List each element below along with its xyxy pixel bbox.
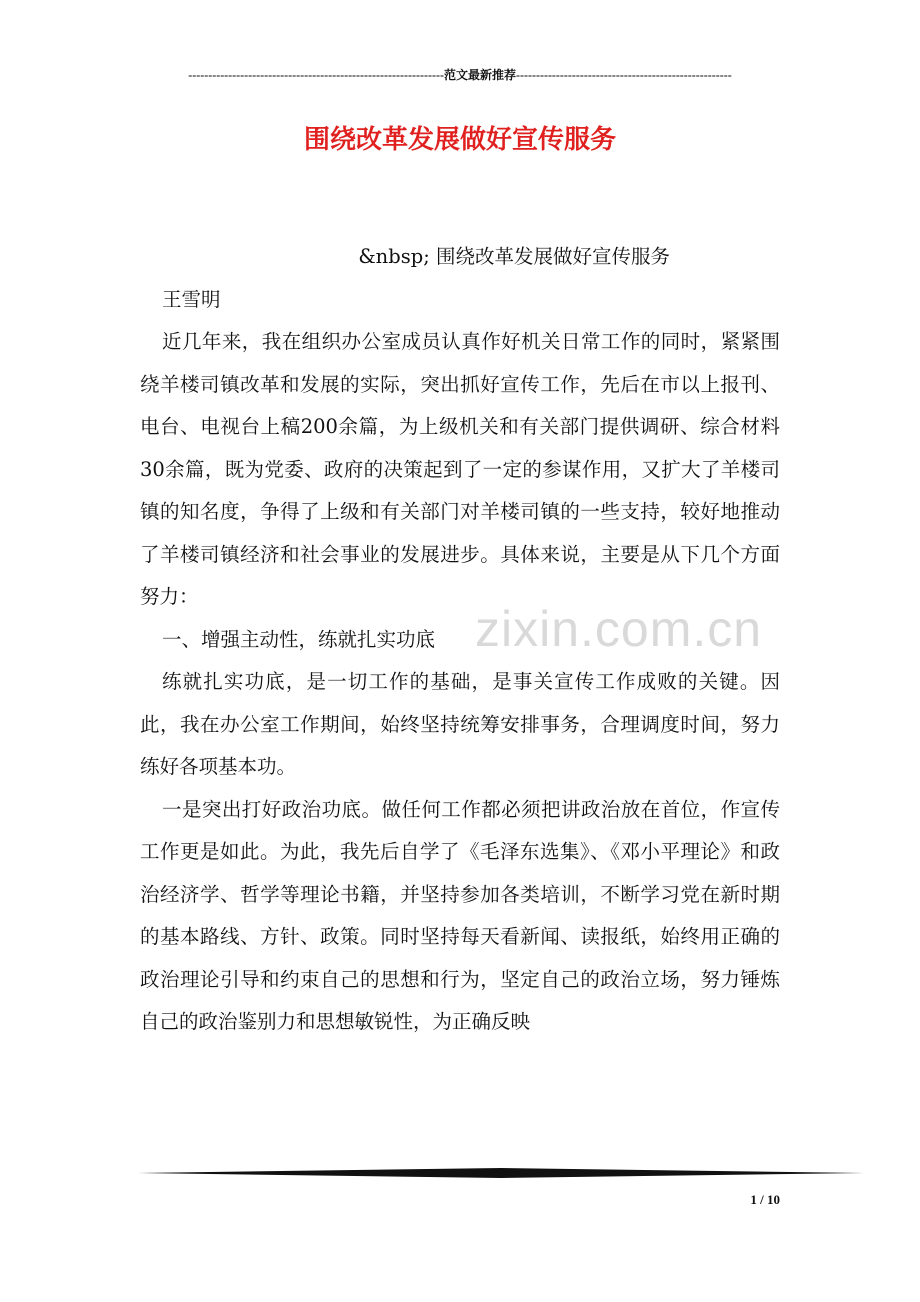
document-body	[140, 236, 780, 1044]
document-subtitle: &nbsp; 围绕改革发展做好宣传服务	[358, 245, 670, 268]
watermark: zixin.com.cn	[475, 601, 763, 657]
paragraph: 近几年来，我在组织办公室成员认真作好机关日常工作的同时，紧紧围绕羊楼司镇改革和发展的实际，突出抓好宣传工作，先后在市以上报刊、电台、电视台上稿200余篇，为上级机关和有关部门提供调研、综合材料30余篇，既为党委、政府的决策起到了一定的参谋作用，又扩大了羊楼司镇的知名度，争得了上级和有关部门对羊楼司镇的一些支持，较好地推动了羊楼司镇经济和社会事业的发展进步。具体来说，主要是从下几个方面努力：	[140, 330, 780, 608]
header-banner: ----------------------------------------------------------------范文最新推荐------------------------------------------------------	[188, 68, 732, 82]
section-heading: 一、增强主动性，练就扎实功底	[162, 627, 436, 651]
paragraph: 练就扎实功底，是一切工作的基础，是事关宣传工作成败的关键。因此，我在办公室工作期间，始终坚持统筹安排事务，合理调度时间，努力练好各项基本功。	[140, 670, 780, 778]
paragraph: 一是突出打好政治功底。做任何工作都必须把讲政治放在首位，作宣传工作更是如此。为此，我先后自学了《毛泽东选集》、《邓小平理论》和政治经济学、哲学等理论书籍，并坚持参加各类培训，不断学习党在新时期的基本路线、方针、政策。同时坚持每天看新闻、读报纸，始终用正确的政治理论引导和约束自己的思想和行为，坚定自己的政治立场，努力锤炼自己的政治鉴别力和思想敏锐性，为正确反映	[140, 797, 780, 1033]
page-number: 1 / 10	[750, 1192, 780, 1207]
document-title: 围绕改革发展做好宣传服务	[303, 125, 616, 155]
author-name: 王雪明	[162, 287, 221, 311]
footer-rule	[138, 1166, 864, 1180]
